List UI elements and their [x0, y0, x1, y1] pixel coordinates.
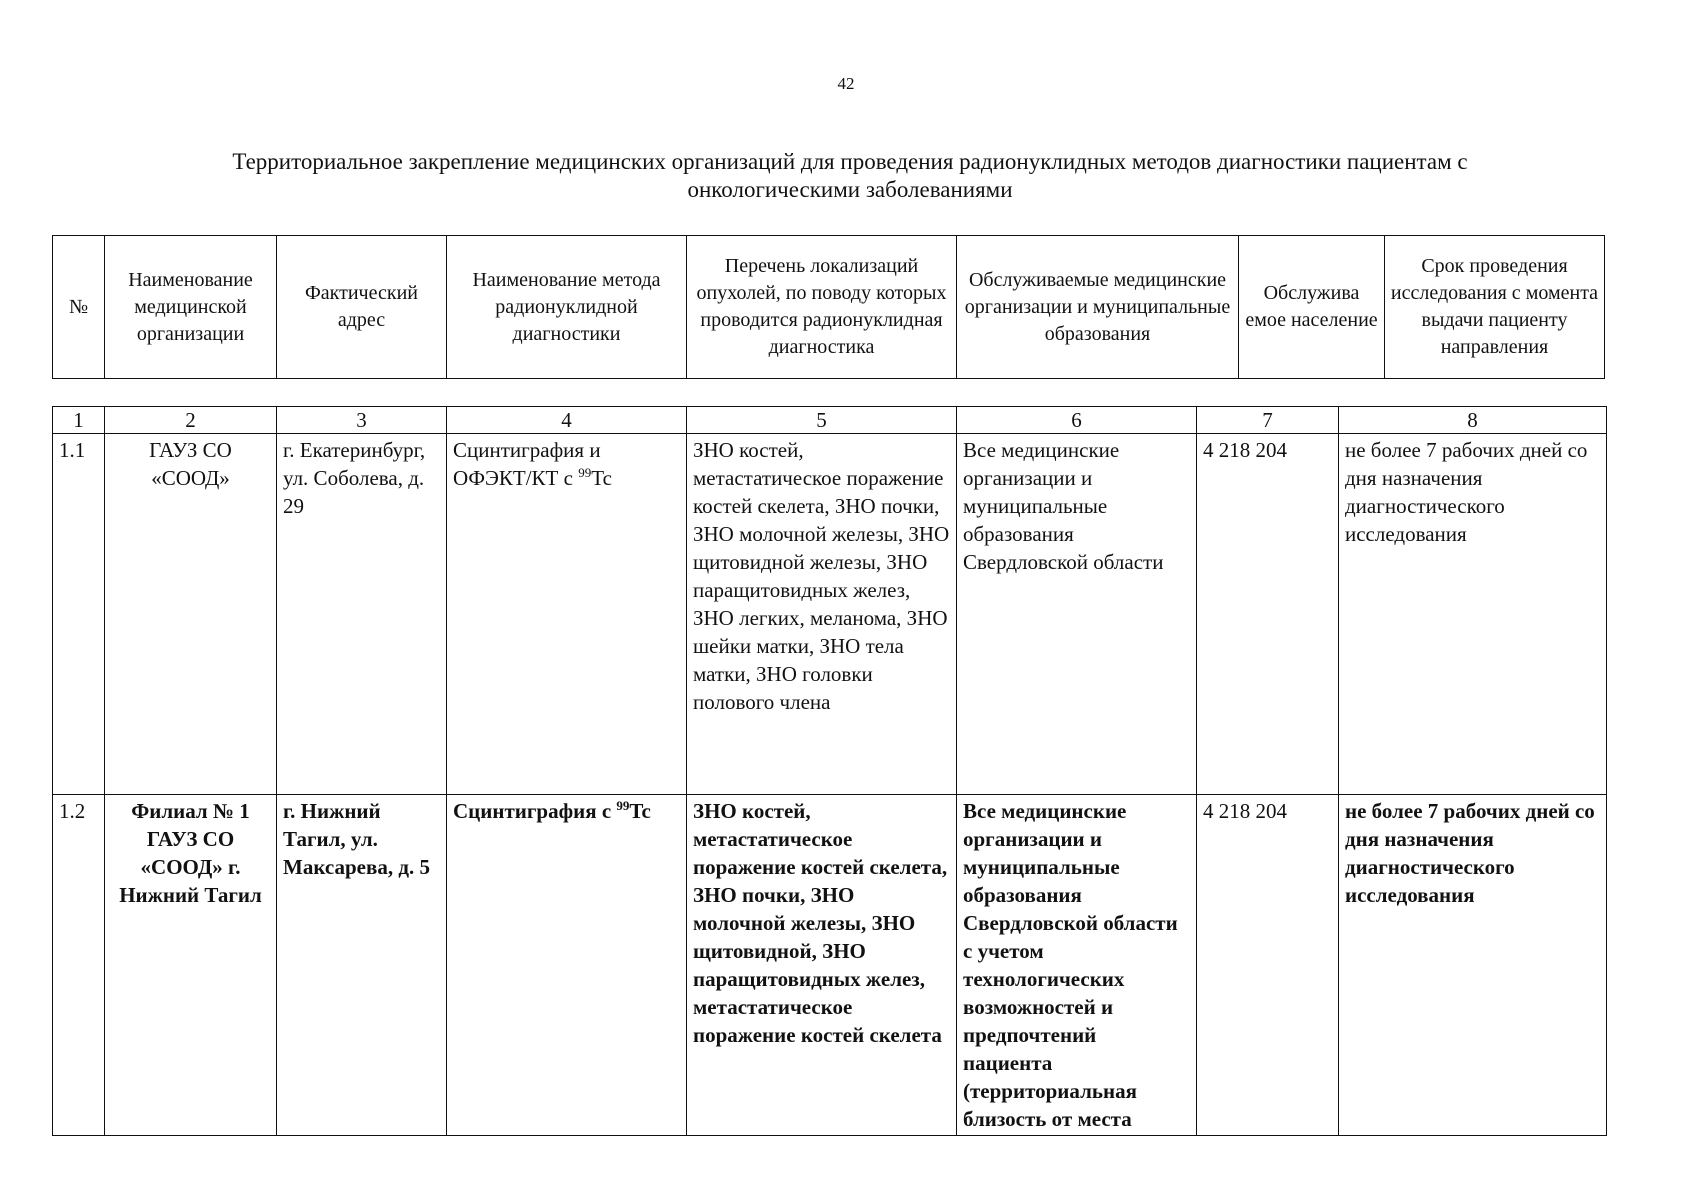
column-number-row [53, 407, 1607, 434]
method [447, 434, 687, 795]
header-col-org: Наименование медицинской организации [105, 236, 277, 379]
document-title-line-2: онкологическими заболеваниями [687, 177, 1013, 202]
column-number: 1 [53, 407, 105, 434]
term: не более 7 рабочих дней со дня назначения диагностического исследования [1339, 795, 1607, 1136]
population: 4 218 204 [1197, 795, 1339, 1136]
column-number: 5 [687, 407, 957, 434]
localizations: ЗНО костей, метастатическое поражение костей скелета, ЗНО почки, ЗНО молочной железы, ЗНО щитовидной, ЗНО паращитовидных желез, метастатическое поражение костей скелета [687, 795, 957, 1136]
column-number: 8 [1339, 407, 1607, 434]
org-name: ГАУЗ СО «СООД» [105, 434, 277, 795]
column-number: 4 [447, 407, 687, 434]
method [447, 795, 687, 1136]
page-number: 42 [837, 74, 855, 93]
header-col-population: Обслужива емое население [1239, 236, 1385, 379]
document-title [130, 148, 1570, 204]
isotope-mass: 99 [578, 465, 592, 480]
method-text: Сцинтиграфия с [453, 799, 617, 823]
header-col-address: Фактический адрес [277, 236, 447, 379]
address: г. Нижний Тагил, ул. Максарева, д. 5 [277, 795, 447, 1136]
data-table [52, 406, 1607, 1136]
header-col-term: Срок проведения исследования с момента выдачи пациенту направления [1385, 236, 1605, 379]
header-table [52, 235, 1605, 379]
term: не более 7 рабочих дней со дня назначения диагностического исследования [1339, 434, 1607, 795]
served-orgs: Все медицинские организации и муниципальные образования Свердловской области [957, 434, 1197, 795]
address: г. Екатеринбург, ул. Соболева, д. 29 [277, 434, 447, 795]
row-number: 1.1 [53, 434, 105, 795]
header-col-method: Наименование метода радионуклидной диагностики [447, 236, 687, 379]
table-row [53, 795, 1607, 1136]
population: 4 218 204 [1197, 434, 1339, 795]
isotope-mass: 99 [616, 798, 630, 813]
row-number: 1.2 [53, 795, 105, 1136]
method-text: Сцинтиграфия и ОФЭКТ/КТ с [453, 438, 601, 490]
document-title-line-1: Территориальное закрепление медицинских организаций для проведения радионуклидных методов диагностики пациентам с [232, 149, 1468, 174]
header-col-served-orgs: Обслуживаемые медицинские организации и муниципальные образования [957, 236, 1239, 379]
org-name: Филиал № 1 ГАУЗ СО «СООД» г. Нижний Тагил [105, 795, 277, 1136]
column-number: 7 [1197, 407, 1339, 434]
isotope-symbol: Tc [591, 466, 612, 490]
header-col-no: № [53, 236, 105, 379]
header-col-localizations: Перечень локализаций опухолей, по поводу которых проводится радионуклидная диагностика [687, 236, 957, 379]
column-number: 2 [105, 407, 277, 434]
column-number: 6 [957, 407, 1197, 434]
column-number: 3 [277, 407, 447, 434]
isotope-symbol: Tc [629, 799, 651, 823]
header-row [53, 236, 1605, 379]
table-row [53, 434, 1607, 795]
served-orgs: Все медицинские организации и муниципальные образования Свердловской области с учетом технологических возможностей и предпочтений пациента (территориальная близость от места [957, 795, 1197, 1136]
localizations: ЗНО костей, метастатическое поражение костей скелета, ЗНО почки, ЗНО молочной железы, ЗНО щитовидной железы, ЗНО паращитовидных желез, ЗНО легких, меланома, ЗНО шейки матки, ЗНО тела матки, ЗНО головки полового члена [687, 434, 957, 795]
